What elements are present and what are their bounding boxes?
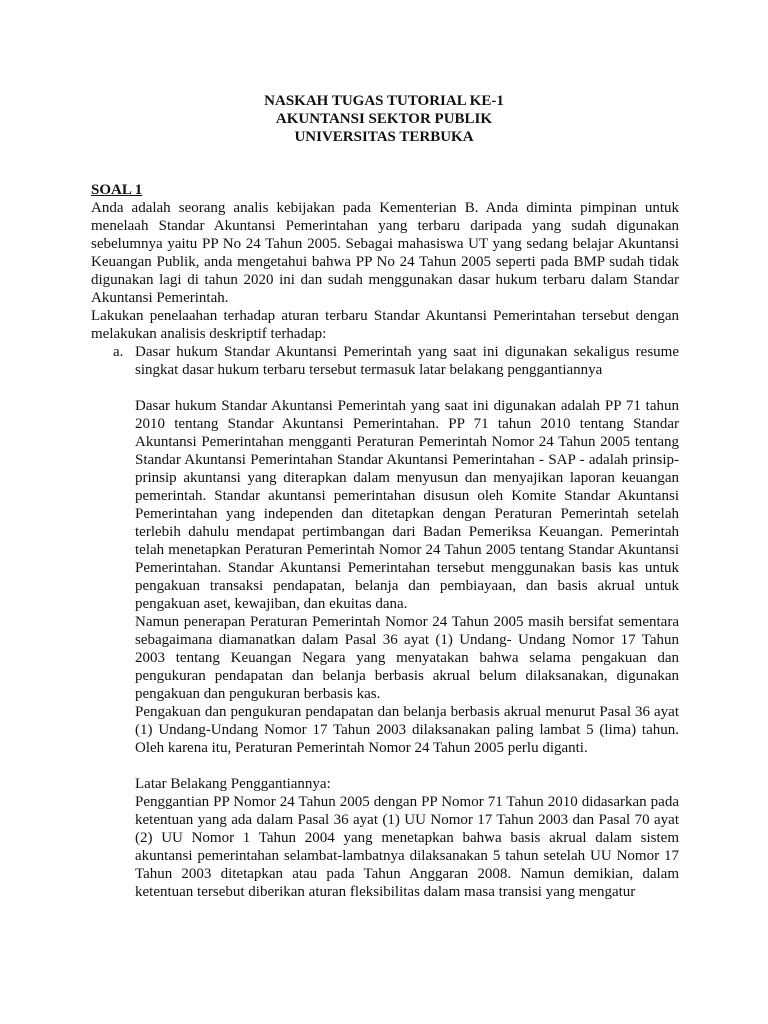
item-text: Dasar hukum Standar Akuntansi Pemerintah yang saat ini digunakan sekaligus resume singkat dasar hukum terbaru tersebut termasuk latar belakang penggantiannya <box>135 344 679 378</box>
latar-heading: Latar Belakang Penggantiannya: <box>135 776 331 792</box>
soal-heading: SOAL 1 <box>91 182 143 198</box>
answer-paragraph-1: Dasar hukum Standar Akuntansi Pemerintah yang saat ini digunakan adalah PP 71 tahun 2010 tentang Standar Akuntansi Pemerintahan. PP 71 tahun 2010 tentang Standar Akuntansi Pemerintahan mengganti Peraturan Pemerintah Nomor 24 Tahun 2005 tentang Standar Akuntansi Pemerintahan Standar Akuntansi Pemerintahan - SAP - adalah prinsip-prinsip akuntansi yang diterapkan dalam menyusun dan menyajikan laporan keuangan pemerintah. Standar akuntansi pemerintahan disusun oleh Komite Standar Akuntansi Pemerintahan yang independen dan ditetapkan dengan Peraturan Pemerintah setelah terlebih dahulu mendapat pertimbangan dari Badan Pemeriksa Keuangan. Pemerintah telah menetapkan Peraturan Pemerintah Nomor 24 Tahun 2005 tentang Standar Akuntansi Pemerintahan. Standar Akuntansi Pemerintahan tersebut menggunakan basis kas untuk pengakuan transaksi pendapatan, belanja dan pembiayaan, dan basis akrual untuk pengakuan aset, kewajiban, dan ekuitas dana. <box>135 398 679 612</box>
spacer <box>91 379 679 397</box>
answer-paragraph-3: Pengakuan dan pengukuran pendapatan dan belanja berbasis akrual menurut Pasal 36 ayat (1) Undang-Undang Nomor 17 Tahun 2003 dilaksanakan paling lambat 5 (lima) tahun. Oleh karena itu, Peraturan Pemerintah Nomor 24 Tahun 2005 perlu diganti. <box>135 704 679 756</box>
intro-paragraph-1: Anda adalah seorang analis kebijakan pada Kementerian B. Anda diminta pimpinan untuk menelaah Standar Akuntansi Pemerintahan yang terbaru daripada yang sudah digunakan sebelumnya yaitu PP No 24 Tahun 2005. Sebagai mahasiswa UT yang sedang belajar Akuntansi Keuangan Publik, anda mengetahui bahwa PP No 24 Tahun 2005 seperti pada BMP sudah tidak digunakan lagi di tahun 2020 ini dan sudah menggunakan dasar hukum terbaru dalam Standar Akuntansi Pemerintah. <box>91 200 679 306</box>
answer-paragraph-4: Penggantian PP Nomor 24 Tahun 2005 dengan PP Nomor 71 Tahun 2010 didasarkan pada ketentuan yang ada dalam Pasal 36 ayat (1) UU Nomor 17 Tahun 2003 dan Pasal 70 ayat (2) UU Nomor 1 Tahun 2004 yang menetapkan bahwa basis akrual dalam sistem akuntansi pemerintahan selambat-lambatnya dilaksanakan 5 tahun setelah UU Nomor 17 Tahun 2003 ditetapkan atau pada Tahun Anggaran 2008. Namun demikian, dalam ketentuan tersebut diberikan aturan fleksibilitas dalam masa transisi yang mengatur <box>135 794 679 900</box>
title-line-1: NASKAH TUGAS TUTORIAL KE-1 <box>264 93 504 109</box>
document-title-block <box>0 92 768 146</box>
item-marker: a. <box>113 344 124 360</box>
answer-paragraph-2: Namun penerapan Peraturan Pemerintah Nomor 24 Tahun 2005 masih bersifat sementara sebagaimana diamanatkan dalam Pasal 36 ayat (1) Undang- Undang Nomor 17 Tahun 2003 tentang Keuangan Negara yang menyatakan bahwa selama pengakuan dan pengukuran pendapatan dan belanja berbasis akrual belum dilaksanakan, digunakan pengakuan dan pengukuran berbasis kas. <box>135 614 679 702</box>
document-body <box>91 181 679 901</box>
question-item-a <box>91 343 679 379</box>
title-line-3: UNIVERSITAS TERBUKA <box>294 129 474 145</box>
intro-paragraph-2: Lakukan penelaahan terhadap aturan terbaru Standar Akuntansi Pemerintahan tersebut dengan melakukan analisis deskriptif terhadap: <box>91 308 679 342</box>
answer-section <box>91 397 679 901</box>
spacer <box>135 757 679 775</box>
title-line-2: AKUNTANSI SEKTOR PUBLIK <box>275 111 493 127</box>
